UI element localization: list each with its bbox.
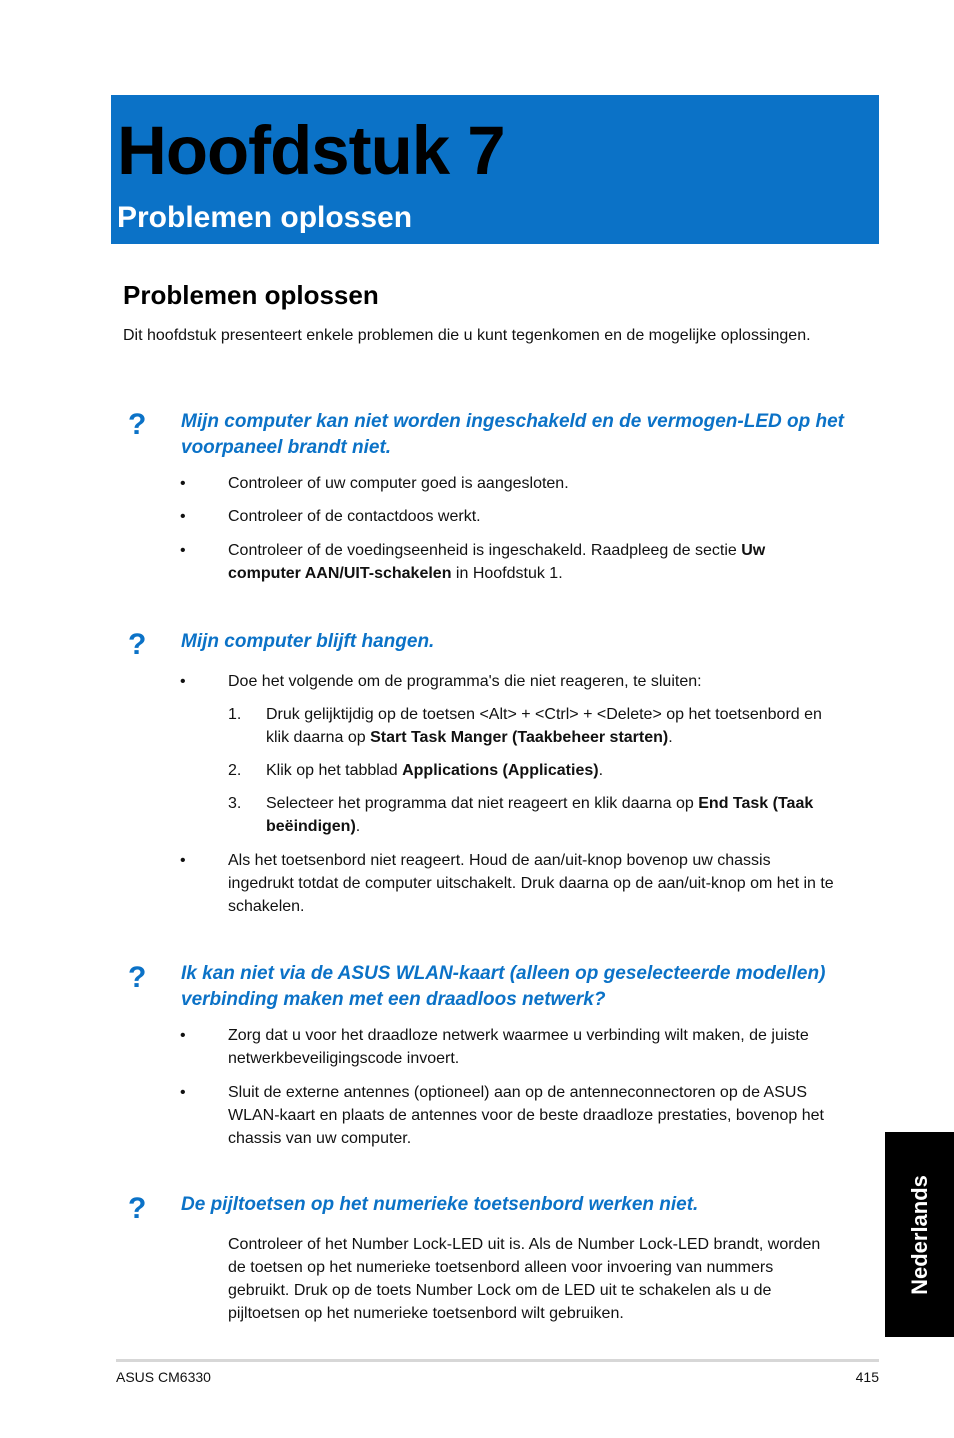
intro-paragraph: Dit hoofdstuk presenteert enkele problemen die u kunt tegenkomen en de mogelijke oplossingen. [123, 327, 811, 344]
q1-item-3 [228, 539, 838, 585]
question-4-text: De pijltoetsen op het numerieke toetsenbord werken niet. [181, 1194, 699, 1215]
bullet-icon: • [180, 542, 186, 559]
bullet-icon: • [180, 508, 186, 525]
question-2-text: Mijn computer blijft hangen. [181, 631, 435, 652]
question-mark-icon: ? [128, 408, 147, 441]
q2-step-1-tail: . [668, 729, 673, 746]
bullet-icon: • [180, 1084, 186, 1101]
question-1-text: Mijn computer kan niet worden ingeschakeld en de vermogen-LED op het voorpaneel brandt niet. [181, 411, 844, 458]
language-label: Nederlands [906, 1174, 932, 1295]
q1-item-2: Controleer of de contactdoos werkt. [228, 508, 481, 525]
bullet-icon: • [180, 1027, 186, 1044]
q3-item-1: Zorg dat u voor het draadloze netwerk waarmee u verbinding wilt maken, de juiste netwerkbeveiligingscode invoert. [228, 1027, 809, 1067]
q2-step-3-bold: End Task (Taak beëindigen) [266, 795, 814, 835]
bullet-icon: • [180, 673, 186, 690]
q2-step-2-text: Klik op het tabblad [266, 762, 403, 779]
q1-item-3-bold: Uw computer AAN/UIT-schakelen [228, 542, 766, 582]
footer-divider [116, 1359, 879, 1362]
question-mark-icon: ? [128, 1192, 147, 1225]
chapter-subtitle: Problemen oplossen [117, 201, 413, 234]
question-mark-icon: ? [128, 628, 147, 661]
question-3-text: Ik kan niet via de ASUS WLAN-kaart (alleen op geselecteerde modellen) verbinding maken met een draadloos netwerk? [181, 963, 826, 1010]
step-number: 3. [228, 795, 242, 812]
q1-item-3-text: Controleer of de voedingseenheid is ingeschakeld. Raadpleeg de sectie [228, 542, 742, 559]
step-number: 1. [228, 706, 242, 723]
page-number: 415 [855, 1369, 879, 1385]
q2-step-1-bold: Start Task Manger (Taakbeheer starten) [370, 729, 669, 746]
q2-step-3-text: Selecteer het programma dat niet reageert en klik daarna op [266, 795, 699, 812]
q2-step-2-tail: . [598, 762, 604, 779]
language-side-tab [885, 1132, 954, 1337]
q2-step-3 [266, 792, 836, 838]
bullet-icon: • [180, 475, 186, 492]
q1-item-3-tail: in Hoofdstuk 1. [451, 565, 563, 582]
section-heading: Problemen oplossen [123, 280, 379, 310]
q4-paragraph: Controleer of het Number Lock-LED uit is. Als de Number Lock-LED brandt, worden de toetsen op het numerieke toetsenbord alleen voor invoering van nummers gebruikt. Druk op de toets Number Lock om de LED uit te schakelen als u de pijltoetsen op het numerieke toetsenbord wilt gebruiken. [228, 1236, 821, 1322]
q2-step-3-tail: . [355, 818, 361, 835]
q2-step-1 [266, 703, 836, 749]
q1-item-1: Controleer of uw computer goed is aangesloten. [228, 475, 569, 492]
q3-item-2: Sluit de externe antennes (optioneel) aan op de antenneconnectoren op de ASUS WLAN-kaart en plaats de antennes voor de beste draadloze prestaties, bovenop het chassis van uw computer. [228, 1084, 824, 1147]
chapter-banner [111, 95, 879, 244]
q2-item-1: Doe het volgende om de programma's die niet reageren, te sluiten: [228, 673, 702, 690]
bullet-icon: • [180, 852, 186, 869]
q2-step-1-text: Druk gelijktijdig op de toetsen <Alt> + <Ctrl> + <Delete> op het toetsenbord en klik daarna op [266, 706, 822, 746]
chapter-title: Hoofdstuk 7 [117, 112, 505, 189]
footer-product-name: ASUS CM6330 [116, 1369, 211, 1385]
step-number: 2. [228, 762, 242, 779]
q2-step-2 [266, 759, 836, 782]
question-mark-icon: ? [128, 961, 147, 994]
q2-step-2-bold: Applications (Applicaties) [402, 762, 599, 779]
q2-item-2: Als het toetsenbord niet reageert. Houd de aan/uit-knop bovenop uw chassis ingedrukt totdat de computer uitschakelt. Druk daarna op de aan/uit-knop om het in te schakelen. [228, 852, 834, 915]
